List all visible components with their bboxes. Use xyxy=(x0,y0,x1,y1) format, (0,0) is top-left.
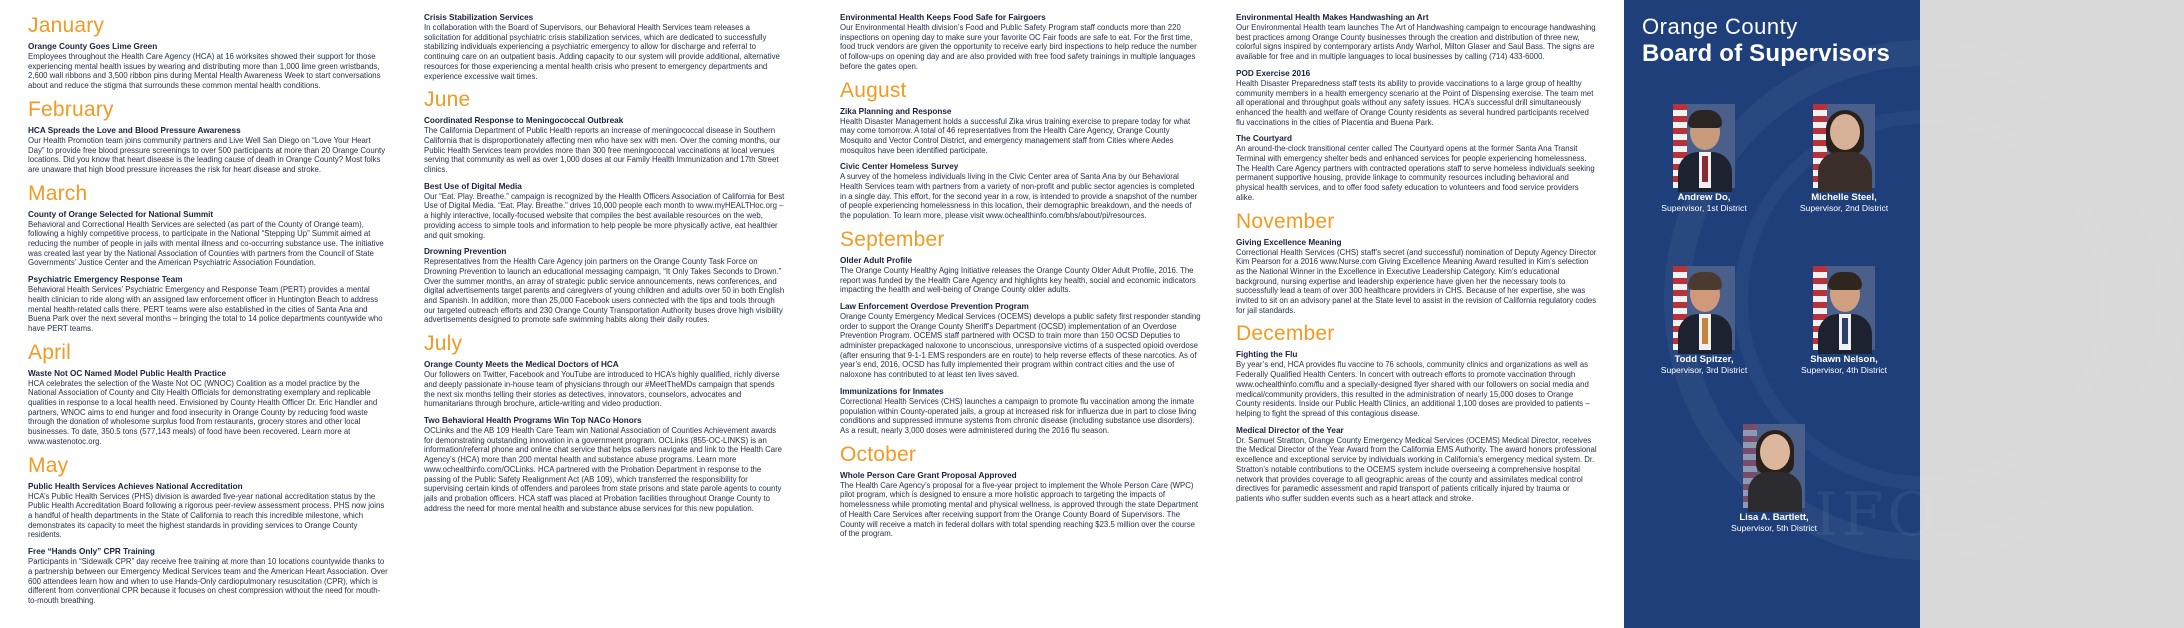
board-of-supervisors-panel xyxy=(1624,0,1941,628)
supervisor-district: Supervisor, 4th District xyxy=(1801,365,1887,375)
article-body: Our Health Promotion team joins community partners and Live Well San Diego on “Love Your Heart Day” to provide free blood pressure screenings to over 500 participants at more than 20 Orange County locations. Did you know that heart disease is the leading cause of death in Orange County? Most folks are unaware that high blood pressure increases the risk for heart disease and stroke. xyxy=(28,135,386,174)
article-body: Representatives from the Health Care Agency join partners on the Orange County Task Force on Drowning Prevention to launch an educational messaging campaign, “It Only Takes Seconds to Drown.” Over the summer months, an array of strategic public service announcements, news conferences, and digital advertisements target parents and caregivers of young children and adults over 50 in both English and Spanish. In addition, more than 25,000 Facebook users connected with the tips and tools through our targeted outreach efforts and 230 Orange County Transportation Authority buses drove high visibility advertisements designed to promote safe swimming habits along their daily routes. xyxy=(424,257,785,325)
article-title: Giving Excellence Meaning xyxy=(1236,237,1342,247)
article-title: Psychiatric Emergency Response Team xyxy=(28,275,183,285)
article-body: Dr. Samuel Stratton, Orange County Emergency Medical Services (OCEMS) Medical Director, receives the Medical Director of the Year Award from the California EMS Authority. The award honors professional excellence and exceptional service by individuals working in California’s emergency medical system. Dr. Stratton’s notable contributions to the OCEMS system include overseeing a comprehensive hospital network that provides coverage to all geographic areas of the county and assimilates medical control directives for paramedic assessment and rapid transport of patients critically injured by trauma or patients who suffer sudden events such as a heart attack and stroke. xyxy=(1236,435,1597,503)
article-body: Our followers on Twitter, Facebook and YouTube are introduced to HCA’s highly qualified, richly diverse and deeply passionate in-house team of physicians through our #MeetTheMDs campaign that spends the next six months telling their stories as detectives, innovators, counselors, advocates and humanitarians through brochure, article-writing and video production. xyxy=(424,370,780,409)
article-body: Correctional Health Services (CHS) staff’s secret (and successful) nomination of Deputy Agency Director Kim Pearson for a 2016 www.Nurse.com Giving Excellence Meaning Award resulted in Kim’s selection as the National Winner in the Excellence in Executive Leadership Category. Kim’s educational background, nursing expertise and leadership experience have given her the necessary tools to successfully lead a team of over 300 healthcare providers in CHS. Because of her expertise, she was invited to sit on an advisory panel at the State level to assist in the revision of California regulatory codes for jail standards. xyxy=(1236,247,1597,315)
supervisor-photo xyxy=(1813,266,1875,350)
article-title: Medical Director of the Year xyxy=(1236,425,1344,435)
article-body: Health Disaster Management holds a successful Zika virus training exercise to prepare today for what may come tomorrow. A total of 46 representatives from the Health Care Agency, Orange County Mosquito and Vector Control District, and emergency management staff from Cities where Aedes mosquitos have been identified participate. xyxy=(840,116,1191,155)
column-2 xyxy=(424,13,786,520)
month-heading: April xyxy=(28,340,72,364)
article-section xyxy=(840,13,1202,72)
article-section xyxy=(840,162,1202,221)
article-body: The Orange County Healthy Aging Initiative releases the Orange County Older Adult Profile, 2016. The report was funded by the Health Care Agency and highlights key health, social and economic indicators impacting the health and well-being of Orange County older adults. xyxy=(840,265,1196,295)
supervisor-district: Supervisor, 2nd District xyxy=(1799,203,1889,213)
month-heading: May xyxy=(28,453,69,477)
article-body: Our Environmental Health team launches The Art of Handwashing campaign to encourage handwashing best practices among Orange County businesses through the creation and distribution of three new, colorful signs inspired by contemporary artists Andy Warhol, Milton Glaser and Saul Bass. The signs are available for free and in multiple languages to local businesses by calling (714) 433-6000. xyxy=(1236,23,1596,62)
article-section xyxy=(424,247,786,325)
month-heading: October xyxy=(840,442,917,466)
article-section xyxy=(840,387,1202,436)
article-title: Whole Person Care Grant Proposal Approved xyxy=(840,470,1017,480)
article-title: Public Health Services Achieves National Accreditation xyxy=(28,481,243,491)
article-body: A survey of the homeless individuals living in the Civic Center area of Santa Ana by our Behavioral Health Services team with partners from a variety of non-profit and public sector agencies is completed in a single day. This effort, for the second year in a row, is intended to provide a snapshot of the number of people experiencing homelessness in this location, their demographic breakdown, and the needs of the population. To learn more, please visit www.ochealthinfo.com/bhs/about/pi/resources. xyxy=(840,172,1198,221)
supervisor-card-5 xyxy=(1704,424,1844,533)
article-body: Behavioral Health Services’ Psychiatric Emergency and Response Team (PERT) provides a mental health clinician to ride along with an assigned law enforcement officer in Huntington Beach to address mental health-related calls there. PERT teams were also established in the cities of Santa Ana and Buena Park over the next several months – bringing the total to 14 police departments countywide who have PERT teams. xyxy=(28,285,383,333)
article-title: Coordinated Response to Meningococcal Outbreak xyxy=(424,116,624,126)
month-heading: August xyxy=(840,78,907,102)
column-3 xyxy=(840,13,1202,546)
month-heading: March xyxy=(28,181,88,205)
article-section xyxy=(1236,13,1598,62)
article-title: Crisis Stabilization Services xyxy=(424,13,534,22)
article-title: Environmental Health Keeps Food Safe for Fairgoers xyxy=(840,13,1046,22)
article-section xyxy=(28,275,388,334)
supervisor-district: Supervisor, 5th District xyxy=(1731,523,1817,533)
article-section xyxy=(424,116,786,175)
article-section xyxy=(1236,134,1598,202)
article-body: Behavioral and Correctional Health Services are selected (as part of the County of Orange team), following a highly competitive process, to participate in the National “Stepping Up” Summit aimed at reducing the number of people in jails with mental illness and co-occurring substance use. The initiative was created last year by the National Association of Counties with partners from the Council of State Governments’ Justice Center and the American Psychiatric Association Foundation. xyxy=(28,219,384,268)
article-title: Two Behavioral Health Programs Win Top NACo Honors xyxy=(424,415,642,425)
article-section xyxy=(424,13,786,81)
supervisor-photo xyxy=(1673,266,1735,350)
panel-title-line1: Orange County xyxy=(1642,14,1798,39)
article-title: HCA Spreads the Love and Blood Pressure Awareness xyxy=(28,125,241,135)
article-section xyxy=(28,482,388,541)
column-1 xyxy=(28,13,388,613)
panel-title-line2: Board of Supervisors xyxy=(1642,40,1891,67)
column-4 xyxy=(1236,13,1598,511)
article-section xyxy=(28,210,388,269)
article-title: Orange County Meets the Medical Doctors of HCA xyxy=(424,360,619,370)
article-body: By year’s end, HCA provides flu vaccine to 76 schools, community clinics and organizations as well as Federally Qualified Health Centers. In concert with outreach efforts to promote vaccination through www.ochealthinfo.com/flu and a specially-designed flyer shared with our followers on social media and medical/community providers, this resulted in the administration of nearly 15,000 doses to Orange County residents. Inside our Public Health Clinics, an additional 1,100 doses are provided to patients – helping to fight the spread of this contagious disease. xyxy=(1236,360,1590,418)
article-body: Health Disaster Preparedness staff tests its ability to provide vaccinations to a large group of healthy community members in a health emergency scenario at the Point of Dispensing exercise. The team met all operational and throughput goals without any safety issues. HCA’s successful drill simultaneously enhanced the health and welfare of Orange County residents as several hundred participants received flu vaccinations in the cities of Placentia and Buena Park. xyxy=(1236,78,1594,127)
supervisor-district: Supervisor, 1st District xyxy=(1661,203,1747,213)
supervisor-card-2 xyxy=(1774,104,1914,213)
article-body: Our Environmental Health division’s Food and Public Safety Program staff conducts more than 220 inspections on opening day to make sure your favorite OC Fair foods are safe to eat. For the first time, food truck vendors are given the opportunity to receive early bird inspections to help reduce the number of follow-ups on opening day and are also provided with free food safety trainings in multiple languages before the gates open. xyxy=(840,23,1197,71)
article-section xyxy=(840,471,1202,539)
supervisor-name: Shawn Nelson, xyxy=(1810,354,1878,365)
article-body: The Health Care Agency’s proposal for a five-year project to implement the Whole Person Care (WPC) pilot program, which is designed to ensure a more holistic approach to targeting the impacts of homelessness while promoting mental and physical wellness, is approved through the state Department of Health Care Services after receiving support from the Orange County Board of Supervisors. The County will receive a match in federal dollars with total spending reaching $23.5 million over the course of the program. xyxy=(840,480,1198,539)
article-section xyxy=(28,42,388,91)
article-section xyxy=(424,360,786,409)
article-title: Environmental Health Makes Handwashing an Art xyxy=(1236,13,1429,22)
article-section xyxy=(840,302,1202,380)
month-heading: November xyxy=(1236,209,1335,233)
article-body: An around-the-clock transitional center called The Courtyard opens at the former Santa Ana Transit Terminal with emergency shelter beds and enhanced services for people experiencing homelessness. The Health Care Agency partners with contracted operations staff to serve homeless individuals seeking permanent supportive housing, provide linkage to community resources including behavioral and physical health services, and to offer food safety education to volunteers and food service providers alike. xyxy=(1236,144,1595,202)
seal-watermark-lettering: IFO xyxy=(1814,480,1941,550)
month-heading: December xyxy=(1236,322,1335,346)
article-title: Drowning Prevention xyxy=(424,247,507,257)
article-body: OCLinks and the AB 109 Health Care Team win National Association of Counties Achievement awards for demonstrating outstanding innovation in a government program. OCLinks (855-OC-LINKS) is an information/referral phone and online chat service that helps callers navigate and link to the Health Care Agency’s (HCA) more than 200 mental health and substance abuse programs. Learn more www.ochealthinfo.com/OCLinks. HCA partnered with the Probation Department in response to the passing of the Public Safety Realignment Act (AB 109), which transferred the responsibility for supervising certain kinds of offenders and parolees from state prisons and state parole agents to county jails and probation officers. HCA staff was placed at Probation facilities throughout Orange County to address the need for more mental health and substance abuse services for this new population. xyxy=(424,425,782,513)
article-body: Correctional Health Services (CHS) launches a campaign to promote flu vaccination among the inmate population within County-operated jails, a group at increased risk for influenza due in part to close living conditions and suppressed immune systems from chronic disease (including substance use disorders). As a result, nearly 3,000 doses were administered during the 2016 flu season. xyxy=(840,396,1197,435)
article-title: POD Exercise 2016 xyxy=(1236,68,1311,78)
article-body: Employees throughout the Health Care Agency (HCA) at 16 worksites showed their support for those experiencing mental health issues by wearing and distributing more than 1,000 lime green wristbands, 2,600 wall ribbons and 3,500 ribbon pins during Mental Health Awareness Week to start conversations about and reduce the stigma that surrounds these common mental health conditions. xyxy=(28,52,381,91)
article-title: Fighting the Flu xyxy=(1236,350,1298,360)
article-title: Older Adult Profile xyxy=(840,255,913,265)
article-title: Best Use of Digital Media xyxy=(424,181,522,191)
supervisor-card-3 xyxy=(1634,266,1774,375)
month-heading: June xyxy=(424,88,471,112)
article-body: In collaboration with the Board of Supervisors, our Behavioral Health Services team releases a solicitation for additional psychiatric crisis stabilization services, which are dedicated to successfully stabilizing individuals experiencing a psychiatric emergency to allow for discharge and referral to continuing care on an outpatient basis. Adding capacity to our system will provide additional, alternative resources for those experiencing a mental health crisis who present to emergency departments and experience excessive wait times. xyxy=(424,23,780,81)
article-section xyxy=(1236,350,1598,418)
article-section xyxy=(424,416,786,513)
article-title: Free “Hands Only” CPR Training xyxy=(28,547,155,557)
article-body: The California Department of Public Health reports an increase of meningococcal disease in Southern California that is disproportionately affecting men who have sex with men. Over the coming months, our Public Health Services team provides more than 300 free meningococcal vaccinations at local venues serving that community as well as over 1,000 doses at our Family Health Immunization and 17th Street clinics. xyxy=(424,126,781,175)
article-body: HCA celebrates the selection of the Waste Not OC (WNOC) Coalition as a model practice by the National Association of County and City Health Officials for demonstrating exemplary and replicable qualities in response to a local health need. Envisioned by County Health Officer Dr. Eric Handler and partners, WNOC aims to end hunger and food insecurity in Orange County by reducing food waste through the donation of wholesome surplus food from restaurants, grocery stores and other local businesses. To date, 350.5 tons (577,143 meals) of food have been recovered. Learn more at www.wastenotoc.org. xyxy=(28,378,378,446)
month-heading: February xyxy=(28,97,114,121)
article-section xyxy=(1236,426,1598,504)
article-title: Civic Center Homeless Survey xyxy=(840,162,959,172)
supervisor-name: Michelle Steel, xyxy=(1811,192,1877,203)
month-heading: September xyxy=(840,227,945,251)
supervisor-card-1 xyxy=(1634,104,1774,213)
supervisor-name: Andrew Do, xyxy=(1677,192,1731,203)
supervisor-photo xyxy=(1743,424,1805,508)
article-title: Orange County Goes Lime Green xyxy=(28,42,158,51)
article-section xyxy=(28,369,388,447)
article-body: HCA’s Public Health Services (PHS) division is awarded five-year national accreditation status by the Public Health Accreditation Board following a rigorous peer-review assessment process. PHS now joins a handful of health departments in the State of California to reach this incredible milestone, which demonstrates its capacity to meet the highest standards in providing services to Orange County residents. xyxy=(28,491,385,540)
month-heading: July xyxy=(424,332,463,356)
article-section xyxy=(1236,238,1598,316)
article-title: The Courtyard xyxy=(1236,134,1292,144)
supervisor-name: Todd Spitzer, xyxy=(1674,354,1734,365)
supervisor-photo xyxy=(1673,104,1735,188)
article-title: Immunizations for Inmates xyxy=(840,386,944,396)
article-title: Waste Not OC Named Model Public Health Practice xyxy=(28,368,227,378)
article-section xyxy=(28,547,388,606)
article-body: Our “Eat. Play. Breathe.” campaign is recognized by the Health Officers Association of California for Best Use of Digital Media. “Eat. Play. Breathe.” drives 10,000 people each month to www.myHEALTHoc.org – a highly interactive, locally-focused website that compiles the best available resources on the web, providing access to simple tools and information to help people be more physically active, eat healthier and quit smoking. xyxy=(424,191,785,240)
article-section xyxy=(840,256,1202,295)
supervisor-card-4 xyxy=(1774,266,1914,375)
article-title: County of Orange Selected for National Summit xyxy=(28,209,214,219)
supervisor-name: Lisa A. Bartlett, xyxy=(1739,512,1809,523)
supervisor-district: Supervisor, 3rd District xyxy=(1660,365,1748,375)
supervisor-photo xyxy=(1813,104,1875,188)
article-section xyxy=(1236,69,1598,128)
article-section xyxy=(840,107,1202,156)
article-title: Zika Planning and Response xyxy=(840,106,952,116)
article-body: Participants in “Sidewalk CPR” day receive free training at more than 10 locations countywide thanks to a partnership between our Emergency Medical Services team and the American Heart Association. Over 600 attendees learn how and when to use Hands-Only cardiopulmonary resuscitation (CPR), which is different from conventional CPR because it focuses on chest compression without the need for mouth-to-mouth breathing. xyxy=(28,557,388,605)
month-heading: January xyxy=(28,14,105,37)
article-section xyxy=(28,126,388,175)
article-section xyxy=(424,182,786,241)
article-body: Orange County Emergency Medical Services (OCEMS) develops a public safety first responder standing order to support the Orange County Sheriff’s Department (OCSD) implementation of an Overdose Prevention Program. OCEMS staff partnered with OCSD to train more than 150 OCSD Deputies to administer prepackaged naloxone to unconscious, unresponsive victims of a suspected opioid overdose (after ensuring that 9-1-1 EMS responders are en route) to help reverse effects of these narcotics. As of year’s end, 2016, OCSD has fully implemented their program within contract cities and the use of naloxone has contributed to at least ten lives saved. xyxy=(840,311,1201,380)
article-title: Law Enforcement Overdose Prevention Program xyxy=(840,301,1029,311)
